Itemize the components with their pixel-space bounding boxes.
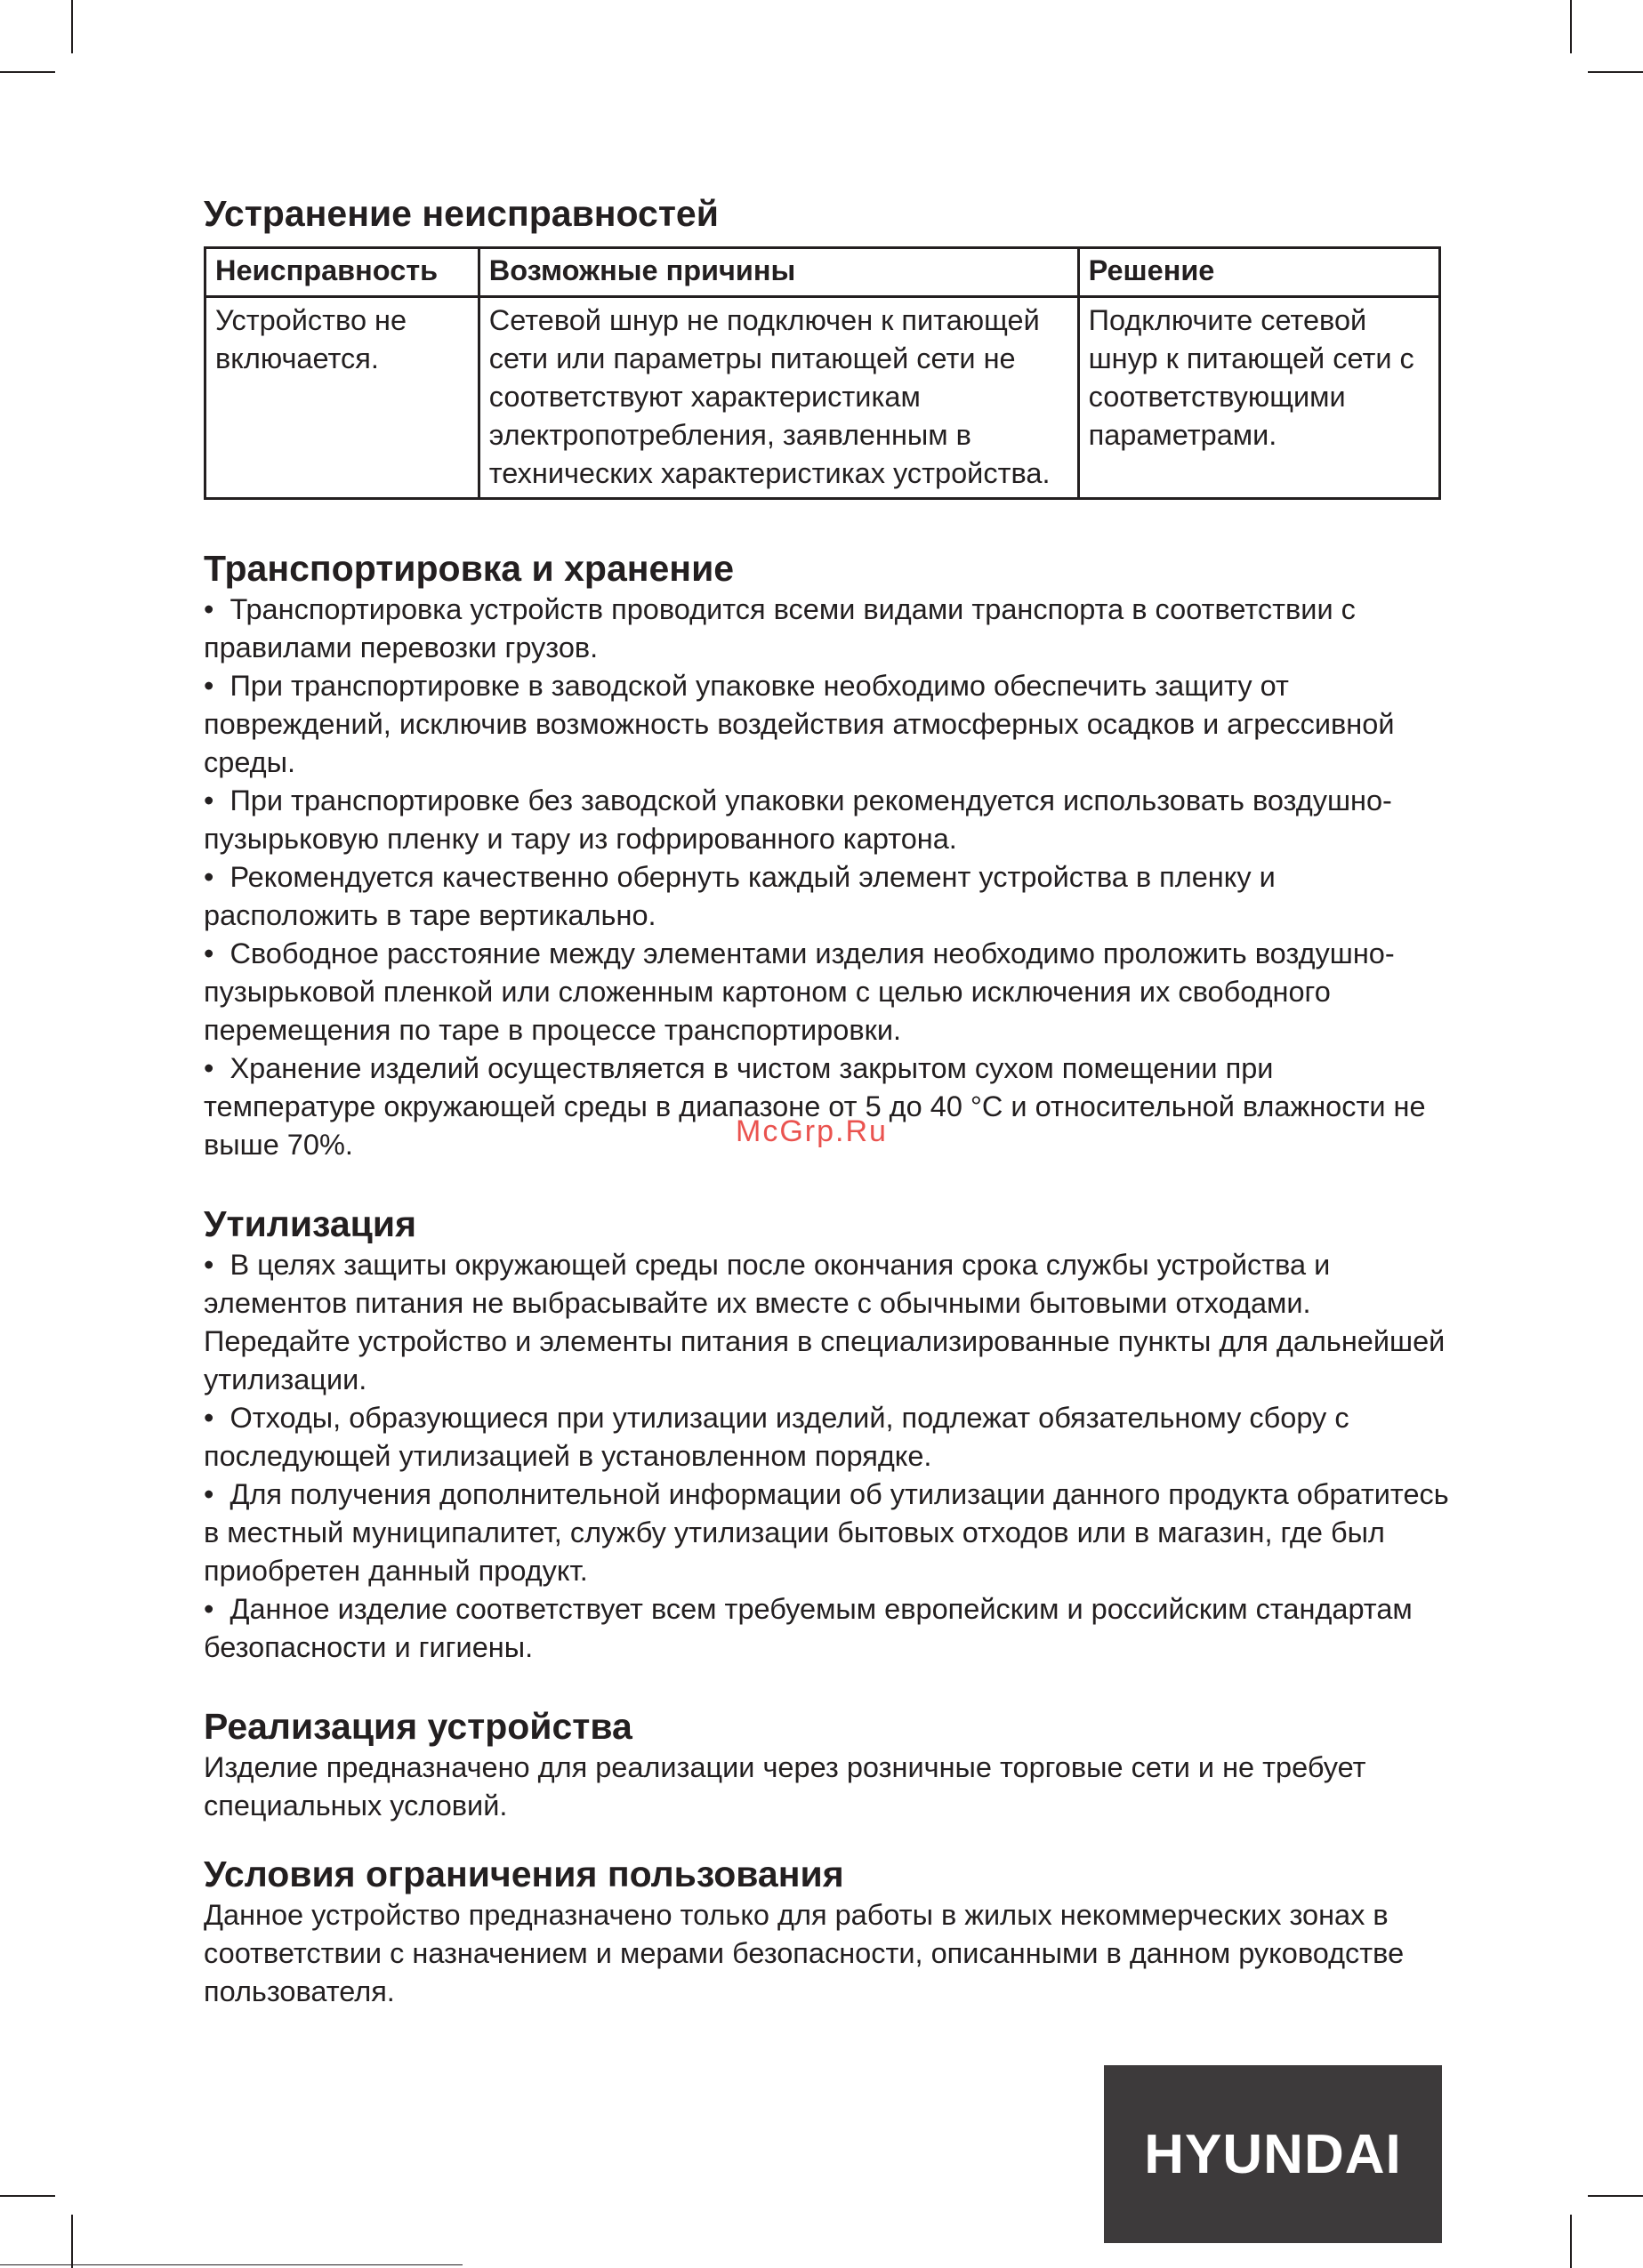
sale-heading: Реализация устройства	[204, 1706, 632, 1747]
column-header-cause: Возможные причины	[479, 248, 1078, 297]
column-header-solution: Решение	[1078, 248, 1439, 297]
list-item: • Рекомендуется качественно обернуть каждый элемент устройства в пленку и расположить в таре вертикально.	[204, 861, 1276, 931]
list-item: • В целях защиты окружающей среды после окончания срока службы устройства и элементов питания не выбрасывайте их вместе с обычными бытовыми отходами. Передайте устройство и элементы питания в специализированные пункты для дальнейшей утилизации.	[204, 1249, 1446, 1395]
disposal-section	[204, 1202, 1449, 1667]
column-header-fault: Неисправность	[205, 248, 479, 297]
table-header-row	[205, 248, 1440, 297]
cell-solution: Подключите сетевой шнур к питающей сети с соответствующими параметрами.	[1078, 297, 1439, 499]
crop-mark	[71, 0, 73, 53]
table-row	[205, 297, 1440, 499]
transport-section	[204, 546, 1449, 1164]
crop-mark	[71, 2215, 73, 2268]
list-item: • Транспортировка устройств проводится всеми видами транспорта в соответствии с правилами перевозки грузов.	[204, 593, 1356, 664]
list-item: • Свободное расстояние между элементами изделия необходимо проложить воздушно-пузырьковой пленкой или сложенным картоном с целью исключения их свободного перемещения по таре в процессе транспортировки.	[204, 937, 1395, 1046]
disposal-list	[204, 1246, 1449, 1667]
list-item: • Отходы, образующиеся при утилизации изделий, подлежат обязательному сбору с последующей утилизацией в установленном порядке.	[204, 1402, 1349, 1472]
list-item: • Хранение изделий осуществляется в чистом закрытом сухом помещении при температуре окружающей среды в диапазоне от 5 до 40 °C и относительной влажности не выше 70%.	[204, 1052, 1426, 1161]
restrictions-text: Данное устройство предназначено только для работы в жилых некоммерческих зонах в соответствии с назначением и мерами безопасности, описанными в данном руководстве пользователя.	[204, 1899, 1405, 2007]
sale-section	[204, 1704, 1449, 1825]
crop-mark	[0, 2195, 55, 2197]
trim-line	[0, 2264, 463, 2265]
crop-mark	[0, 71, 55, 73]
list-item: • Для получения дополнительной информации об утилизации данного продукта обратитесь в местный муниципалитет, службу утилизации бытовых отходов или в магазин, где был приобретен данный продукт.	[204, 1478, 1449, 1587]
troubleshooting-section	[204, 191, 1449, 500]
sale-text: Изделие предназначено для реализации через розничные торговые сети и не требует специальных условий.	[204, 1751, 1366, 1822]
hyundai-logo	[1104, 2065, 1442, 2243]
restrictions-section	[204, 1852, 1449, 2011]
restrictions-heading: Условия ограничения пользования	[204, 1854, 844, 1894]
disposal-heading: Утилизация	[204, 1203, 417, 1244]
watermark: McGrp.Ru	[736, 1114, 888, 1148]
cell-fault: Устройство не включается.	[205, 297, 479, 499]
troubleshooting-heading: Устранение неисправностей	[204, 193, 719, 234]
list-item: • При транспортировке без заводской упаковки рекомендуется использовать воздушно-пузырьковую пленку и тару из гофрированного картона.	[204, 784, 1392, 855]
cell-cause: Сетевой шнур не подключен к питающей сети или параметры питающей сети не соответствуют характеристикам электропотребления, заявленным в технических характеристиках устройства.	[479, 297, 1078, 499]
list-item: • При транспортировке в заводской упаковке необходимо обеспечить защиту от повреждений, исключив возможность воздействия атмосферных осадков и агрессивной среды.	[204, 670, 1395, 778]
troubleshooting-table	[204, 246, 1441, 500]
transport-list	[204, 591, 1449, 1164]
crop-mark	[1570, 2215, 1572, 2268]
list-item: • Данное изделие соответствует всем требуемым европейским и российским стандартам безопасности и гигиены.	[204, 1593, 1413, 1663]
crop-mark	[1570, 0, 1572, 53]
logo-text: HYUNDAI	[1144, 2123, 1402, 2185]
crop-mark	[1588, 2195, 1643, 2197]
transport-heading: Транспортировка и хранение	[204, 548, 735, 589]
crop-mark	[1588, 71, 1643, 73]
page-content	[204, 191, 1449, 2011]
